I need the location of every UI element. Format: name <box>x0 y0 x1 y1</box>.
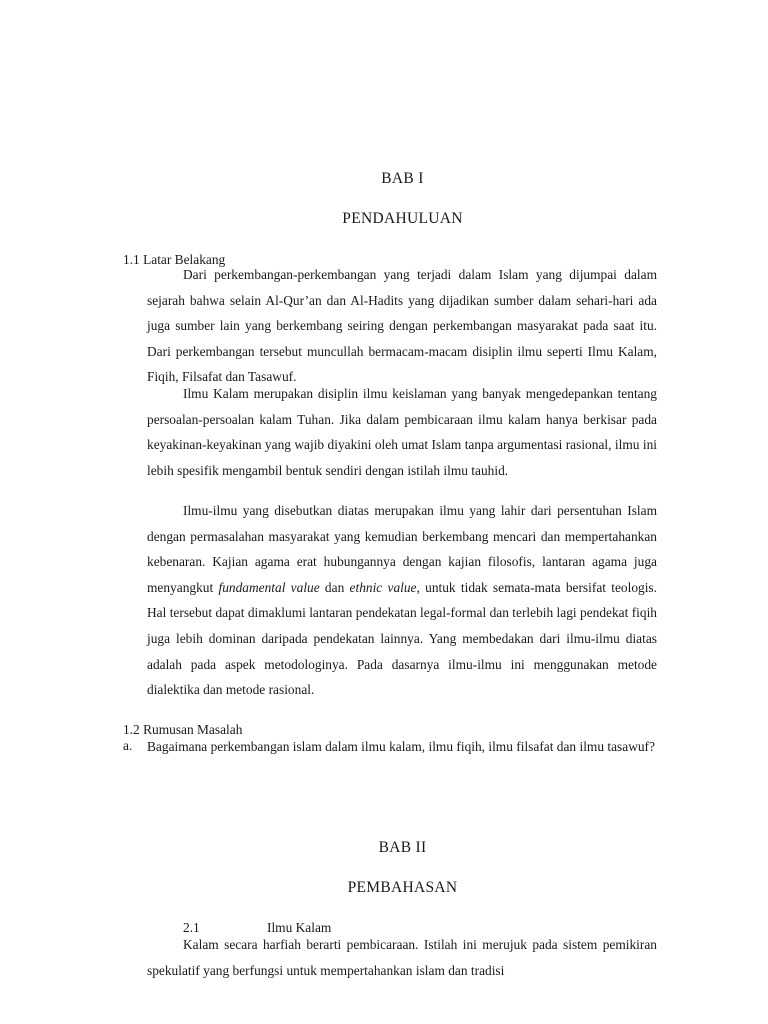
paragraph-latar-1-text: Dari perkembangan-perkembangan yang terjadi dalam Islam yang dijumpai dalam sejarah bahwa selain Al-Qur’an dan Al-Hadits yang dijadikan sumber dalam sehari-hari ada juga sumber lain yang berkembang seiring dengan perkembangan masyarakat pada saat itu. Dari perkembangan tersebut muncullah bermacam-macam disiplin ilmu seperti Ilmu Kalam, Fiqih, Filsafat dan Tasawuf. <box>147 267 657 385</box>
chapter-subtitle-pendahuluan: PENDAHULUAN <box>342 210 463 227</box>
chapter-title-bab-1: BAB I <box>381 170 424 187</box>
section-heading-rumusan-masalah: 1.2 Rumusan Masalah <box>123 722 243 737</box>
paragraph-latar-2 <box>147 381 657 483</box>
paragraph-kalam-1 <box>147 932 657 983</box>
paragraph-latar-3 <box>147 498 657 703</box>
italic-term-ethnic-value: ethnic value <box>349 579 417 595</box>
paragraph-latar-1 <box>147 262 657 390</box>
subsection-title-ilmu-kalam: Ilmu Kalam <box>267 920 332 935</box>
paragraph-latar-3-text-a: Ilmu-ilmu yang disebutkan diatas merupakan ilmu yang lahir dari persentuhan Islam dengan permasalahan masyarakat yang kemudian berkembang mencari dan mempertahankan kebenaran. Kajian agama erat hubungannya dengan kajian filosofis, lantaran agama juga menyangkut <box>147 503 657 595</box>
paragraph-latar-2-text: Ilmu Kalam merupakan disiplin ilmu keislaman yang banyak mengedepankan tentang persoalan-persoalan kalam Tuhan. Jika dalam pembicaraan ilmu kalam hanya berkisar pada keyakinan-keyakinan yang wajib diyakini oleh umat Islam tanpa argumentasi rasional, ilmu ini lebih spesifik mengambil bentuk sendiri dengan istilah ilmu tauhid. <box>147 386 657 478</box>
list-item-text: Bagaimana perkembangan islam dalam ilmu kalam, ilmu fiqih, ilmu filsafat dan ilmu tasawuf? <box>147 739 655 754</box>
list-marker: a. <box>123 738 133 753</box>
italic-term-fundamental-value: fundamental value <box>218 579 320 595</box>
section-heading-latar-belakang: 1.1 Latar Belakang <box>123 252 226 267</box>
paragraph-latar-3-text-c: , untuk tidak semata-mata bersifat teologis. Hal tersebut dapat dimaklumi lantaran pendekatan legal-formal dan terlebih lagi pendekat fiqih juga lebih dominan daripada pendekatan lainnya. Yang membedakan dari ilmu-ilmu diatas adalah pada aspek metodologinya. Pada dasarnya ilmu-ilmu ini menggunakan metode dialektika dan metode rasional. <box>147 579 657 698</box>
chapter-title-bab-2: BAB II <box>378 839 427 856</box>
paragraph-kalam-1-text: Kalam secara harfiah berarti pembicaraan. Istilah ini merujuk pada sistem pemikiran spekulatif yang berfungsi untuk mempertahankan islam dan tradisi <box>147 937 657 978</box>
subsection-number: 2.1 <box>183 920 200 935</box>
chapter-subtitle-pembahasan: PEMBAHASAN <box>347 879 458 896</box>
paragraph-latar-3-text-b: dan <box>319 579 350 595</box>
